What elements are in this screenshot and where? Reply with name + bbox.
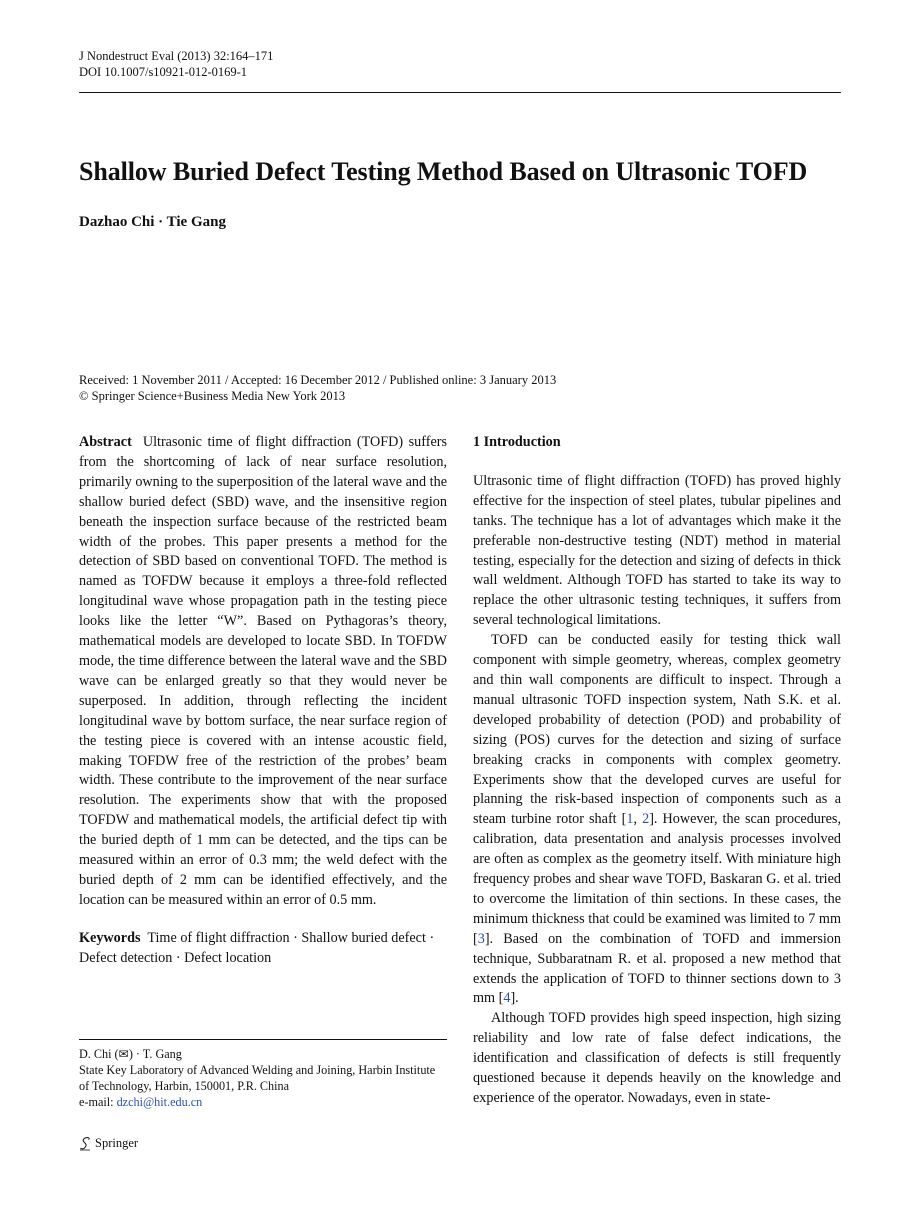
- intro-paragraph-2: [473, 631, 841, 1009]
- springer-logo-icon: [79, 1136, 91, 1151]
- citation-separator: ,: [633, 811, 643, 828]
- article-title: Shallow Buried Defect Testing Method Based on Ultrasonic TOFD: [79, 157, 808, 186]
- citation-1[interactable]: 1: [626, 811, 634, 828]
- keywords-label: Keywords: [79, 929, 141, 946]
- right-column: [473, 433, 841, 1109]
- abstract-text: Ultrasonic time of flight diffraction (TOFD) suffers from the shortcoming of lack of near surface resolution, primarily owning to the superposition of the lateral wave and the shallow buried defect (SBD) wave, and the insensitive region beneath the inspection surface because of the restricted beam width of the probes. This paper presents a method for the detection of SBD based on conventional TOFD. The method is named as TOFDW because it employs a three-fold reflected longitudinal wave whose propagation path in the testing piece looks like the letter “W”. Based on Pythagoras’s theory, mathematical models are developed to locate SBD. In TOFDW mode, the time difference between the lateral wave and the SBD wave can be enlarged greatly so that they would never be superposed. In addition, through reflecting the incident longitudinal wave by bottom surface, the near surface region of the testing piece is covered with an intense acoustic field, making TOFDW free of the restriction of the probes’ beam width. These contribute to the improvement of the near surface resolution. The experiments show that with the proposed TOFDW and mathematical models, the artificial defect tip with the buried depth of 1 mm can be detected, and the tips can be measured within an error of 0.3 mm; the weld defect with the buried depth of 2 mm can be identified effectively, and the location can be measured within an error of 0.5 mm.: [79, 434, 447, 908]
- journal-citation: J Nondestruct Eval (2013) 32:164–171: [79, 49, 274, 63]
- keywords: [79, 929, 447, 969]
- copyright-line: © Springer Science+Business Media New York 2013: [79, 389, 346, 403]
- p2-text-c: ]. Based on the combination of TOFD and immersion technique, Subbaratnam R. et al. proposed a new method that extends the application of TOFD to thinner sections down to 3 mm [: [473, 930, 841, 1007]
- abstract: [79, 433, 447, 911]
- citation-2[interactable]: 2: [642, 811, 650, 828]
- p2-text-a: TOFD can be conducted easily for testing thick wall component with simple geometry, whereas, complex geometry and thin wall components are difficult to inspect. Through a manual ultrasonic TOFD inspection system, Nath S.K. et al. developed probability of detection (POD) and probability of sizing (POS) curves for the detection and sizing of surface breaking cracks in components with complex geometry. Experiments show that the developed curves are useful for planning the risk-based inspection of components such as a steam turbine rotor shaft [: [473, 632, 841, 828]
- dates-line: Received: 1 November 2011 / Accepted: 16 December 2012 / Published online: 3 January 2013: [79, 373, 557, 387]
- article-authors: Dazhao Chi · Tie Gang: [79, 214, 226, 230]
- page-footer: [79, 1136, 138, 1151]
- article-history: [79, 372, 556, 404]
- email-link[interactable]: dzchi@hit.edu.cn: [116, 1095, 203, 1109]
- footnote-divider: [79, 1039, 447, 1040]
- publisher-name: Springer: [95, 1136, 139, 1150]
- citation-3[interactable]: 3: [477, 930, 485, 947]
- footnote-affiliation: State Key Laboratory of Advanced Welding and Joining, Harbin Institute of Technology, Harbin, 150001, P.R. China: [79, 1063, 436, 1093]
- journal-header: [79, 48, 273, 80]
- section-heading: 1 Introduction: [473, 434, 561, 450]
- footnote-email-line: [79, 1094, 447, 1110]
- abstract-label: Abstract: [79, 434, 132, 450]
- p2-text-b: ]. However, the scan procedures, calibration, data presentation and analysis processes involved are often as complex as the geometry itself. With miniature high frequency probes and shear wave TOFD, Baskaran G. et al. tried to overcome the limitation of thin sections. In these cases, the minimum thickness that could be examined was limited to 7 mm [: [473, 811, 841, 947]
- intro-paragraph-1: Ultrasonic time of flight diffraction (TOFD) has proved highly effective for the inspection of steel plates, tubular pipelines and tanks. The technique has a lot of advantages which make it the preferable non-destructive testing (NDT) method in material testing, especially for the detection and sizing of defects in thick wall weldment. Although TOFD has started to take its way to replace the other ultrasonic testing techniques, it suffers from several technological limitations.: [473, 472, 841, 629]
- keywords-text: Time of flight diffraction · Shallow buried defect · Defect detection · Defect location: [79, 929, 435, 966]
- author-footnote: [79, 1046, 447, 1110]
- intro-paragraph-3: Although TOFD provides high speed inspection, high sizing reliability and low rate of false defect indications, the identification and classification of defects is still frequently questioned because it depends heavily on the knowledge and experience of the operator. Nowadays, even in state-: [473, 1010, 841, 1106]
- p2-text-d: ].: [510, 990, 519, 1007]
- doi: DOI 10.1007/s10921-012-0169-1: [79, 65, 248, 79]
- header-divider: [79, 92, 841, 93]
- citation-4[interactable]: 4: [503, 990, 511, 1007]
- left-column: [79, 433, 447, 969]
- email-label: e-mail:: [79, 1095, 114, 1109]
- footnote-names: D. Chi (✉) · T. Gang: [79, 1047, 182, 1061]
